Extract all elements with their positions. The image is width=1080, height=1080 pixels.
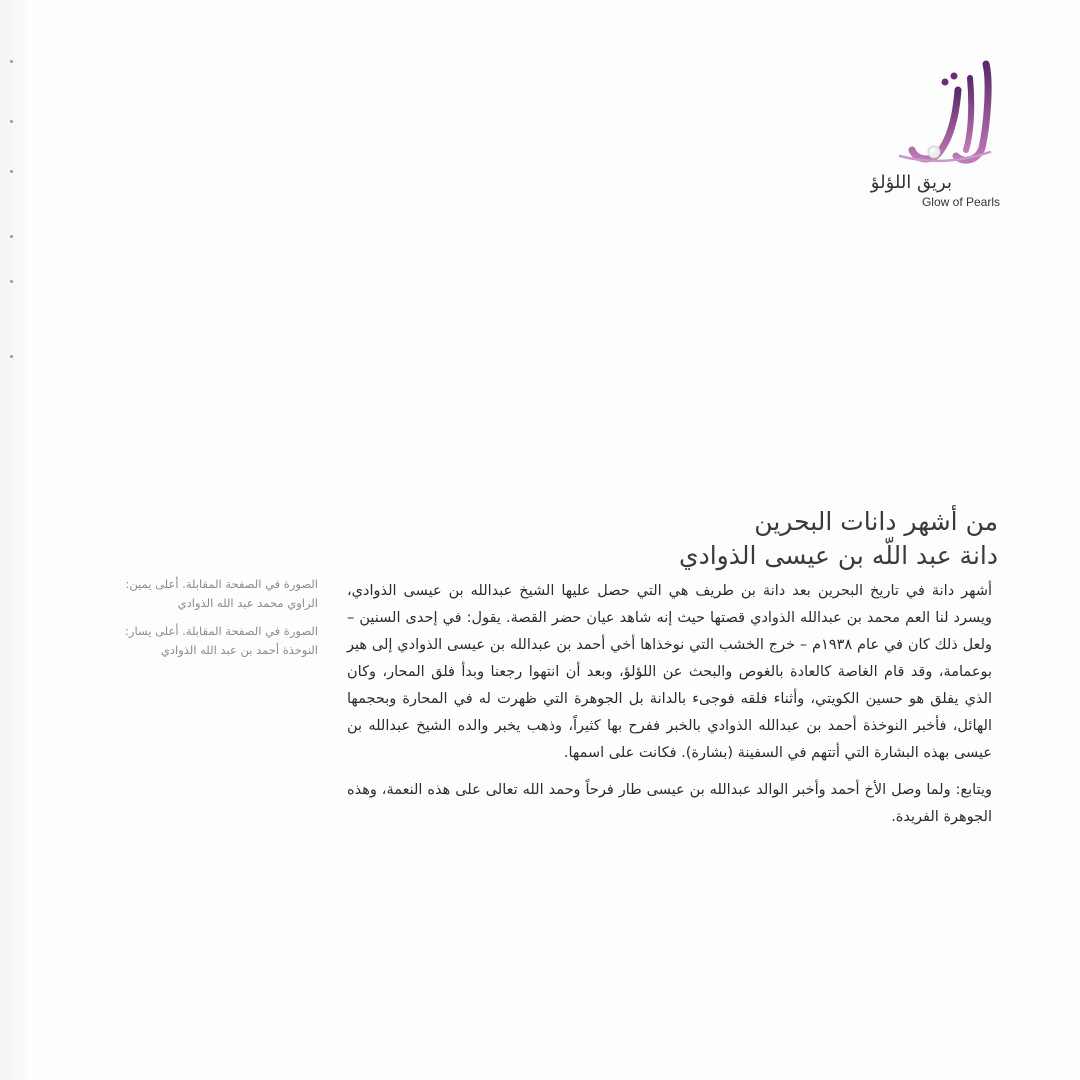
edge-mark	[10, 235, 13, 238]
heading-line-1: من أشهر دانات البحرين	[754, 507, 998, 536]
logo-english-title: Glow of Pearls	[921, 195, 1000, 209]
paragraph: أشهر دانة في تاريخ البحرين بعد دانة بن طريف هي التي حصل عليها الشيخ عبدالله بن عيسى الذوادي، ويسرد لنا العم محمد بن عبدالله الذوادي قصتها حيث إنه شاهد عيان حضر القصة. يقول: في إحدى السنين – ولعل ذلك كان في عام ١٩٣٨م – خرج الخشب التي نوخذاها أخي أحمد بن عبدالله بن عيسى الذوادي إلى هير بوعمامة، وقد قام الغاصة كالعادة بالغوص والبحث عن اللؤلؤ، وبعد أن انتهوا رجعنا وبدأ فلق المحار، وكان الذي يفلق هو حسين الكويتي، وأثناء فلقه فوجىء بالدانة بل الجوهرة التي ظهرت له في المحارة وبحجمها الهائل، فأخبر النوخذة أحمد بن عبدالله الذوادي بالخبر ففرح بها كثيراً، وذهب يخبر والده الشيخ عبدالله بن عيسى بهذه البشارة التي أتتهم في السفينة (بشارة). فكانت على اسمها.	[347, 583, 993, 761]
article-body	[347, 578, 992, 841]
caption-top-right: الصورة في الصفحة المقابلة. أعلى يمين: الراوي محمد عبد الله الذوادي	[125, 577, 318, 610]
edge-mark	[10, 170, 13, 173]
heading-line-2: دانة عبد اللّه بن عيسى الذوادي	[679, 541, 998, 570]
glow-of-pearls-logo	[870, 60, 1000, 210]
logo-arabic-title: بريق اللؤلؤ	[870, 172, 952, 193]
calligraphy-logo-icon	[890, 60, 1000, 172]
edge-mark	[10, 60, 13, 63]
page-binding-edge	[0, 0, 30, 1080]
photo-captions	[100, 575, 318, 669]
paragraph: ويتابع: ولما وصل الأخ أحمد وأخبر الوالد عبدالله بن عيسى طار فرحاً وحمد الله تعالى على هذه النعمة، وهذه الجوهرة الفريدة.	[347, 782, 992, 825]
article-heading	[398, 505, 998, 573]
edge-mark	[10, 280, 13, 283]
caption-top-left: الصورة في الصفحة المقابلة. أعلى يسار: النوخذة أحمد بن عبد الله الذوادي	[125, 624, 318, 657]
edge-mark	[10, 355, 13, 358]
edge-mark	[10, 120, 13, 123]
